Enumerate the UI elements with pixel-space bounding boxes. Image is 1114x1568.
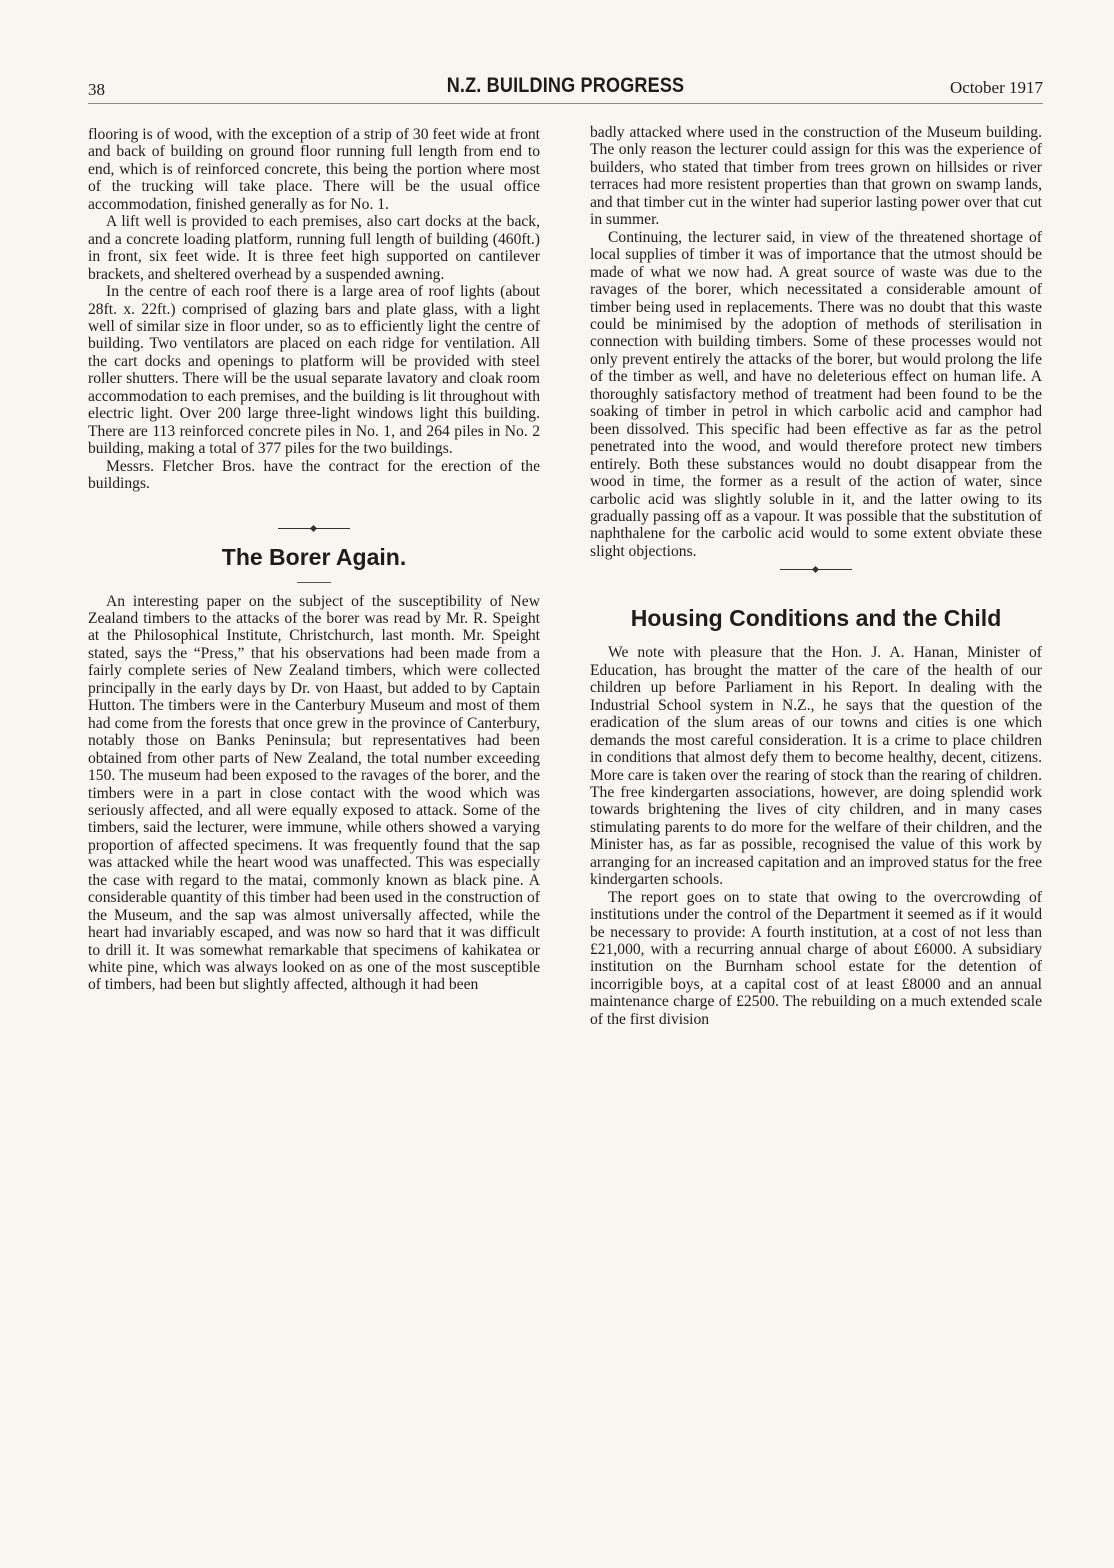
body-paragraph: Messrs. Fletcher Bros. have the contract for the erection of the buildings. [88, 457, 540, 493]
body-paragraph: An interesting paper on the subject of the susceptibility of New Zealand timbers to the attacks of the borer was read by Mr. R. Speight at the Philosophical Institute, Christchurch, last month. Mr. Speight stated, says the “Press,” that his observations had been made from a fairly complete series of New Zealand timbers, which were collected principally in the early days by Dr. von Haast, but added to by Captain Hutton. The timbers were in the Canterbury Museum and most of them had come from the forests that once grew in the province of Canterbury, notably those on Banks Peninsula; but representatives had been obtained from other parts of New Zealand, the total number exceeding 150. The museum had been exposed to the ravages of the borer, and the timbers were in a part in close contact with the wood which was seriously affected, and all were equally exposed to attack. Some of the timbers, said the lecturer, were immune, while others showed a varying proportion of affected specimens. It was frequently found that the sap was attacked while the heart wood was unaffected. This was especially the case with regard to the matai, commonly known as black pine. A considerable quantity of this timber had been used in the construction of the Museum, and the sap was almost universally affected, while the heart had invariably escaped, and was now so hard that it was difficult to drill it. It was somewhat remarkable that specimens of kahikatea or white pine, which was always looked on as one of the most susceptible of timbers, had been but slightly affected, although it had been [88, 592, 540, 994]
page-number: 38 [88, 80, 105, 99]
article-heading-borer: The Borer Again. [221, 543, 407, 570]
header-rule [88, 103, 1043, 104]
body-paragraph: Continuing, the lecturer said, in view of the threatened shortage of local supplies of timber it was of importance that the utmost should be made of what we now had. A great source of waste was due to the ravages of the borer, which necessitated a considerable amount of timber being used in replacements. There was no doubt that this waste could be minimised by the adoption of methods of sterilisation in connection with building timbers. Some of these processes would not only prevent entirely the attacks of the borer, but would prolong the life of the timber as well, and have no deleterious effect on human life. A thoroughly satisfactory method of treatment had been found to be the soaking of timber in petrol in which carbolic acid and camphor had been dissolved. This specific had been effective as far as the petrol penetrated into the wood, and would therefore protect new timbers entirely. Both these substances would no doubt disappear from the wood in time, the former as a result of the action of water, since carbolic acid was slightly soluble in it, and the latter owing to its gradually passing off as a vapour. It was possible that the substitution of naphthalene for the carbolic acid would to some extent obviate these slight objections. [590, 228, 1042, 560]
body-paragraph: badly attacked where used in the construction of the Museum building. The only reason the lecturer could assign for this was the experience of builders, who stated that timber from trees grown on hillsides or river terraces had more resistent properties than that grown on swamp lands, and that timber cut in the winter had superior lasting power over that cut in summer. [590, 124, 1042, 229]
body-paragraph: In the centre of each roof there is a large area of roof lights (about 28ft. x. 22ft.) comprised of glazing bars and plate glass, with a light well of similar size in floor under, so as to efficiently light the centre of building. Two ventilators are placed on each ridge for ventilation. All the cart docks and openings to platform will be provided with steel roller shutters. There will be the usual separate lavatory and cloak room accommodation to each premises, and the building is lit throughout with electric light. Over 200 large three-light windows light this building. There are 113 reinforced concrete piles in No. 1, and 264 piles in No. 2 building, making a total of 377 piles for the two buildings. [88, 283, 540, 458]
issue-date: October 1917 [949, 78, 1043, 97]
ornamental-divider [278, 521, 350, 535]
body-paragraph: A lift well is provided to each premises, also cart docks at the back, and a concrete loading platform, running full length of building (460ft.) in front, six feet wide. It is three feet high supported on cantilever brackets, and sheltered overhead by a suspended awning. [88, 213, 540, 283]
body-paragraph: We note with pleasure that the Hon. J. A. Hanan, Minister of Education, has brought the matter of the care of the health of our children up before Parliament in his Report. In dealing with the Industrial School system in N.Z., he says that the question of the eradication of the slum areas of our towns and cities is one which demands the most careful consideration. It is a crime to place children in conditions that almost defy them to become healthy, decent, citizens. More care is taken over the rearing of stock than the rearing of children. The free kindergarten associations, however, are doing splendid work towards brightening the lives of city children, and in many cases stimulating parents to do more for the welfare of their children, and the Minister has, as far as possible, recognised the value of this work by arranging for an increased capitation and an improved status for the free kindergarten schools. [590, 644, 1042, 889]
body-paragraph: flooring is of wood, with the exception of a strip of 30 feet wide at front and back of building on ground floor running full length from end to end, which is of reinforced concrete, this being the portion where most of the trucking will take place. There will be the usual office accommodation, finished generally as for No. 1. [88, 126, 540, 213]
journal-title: N.Z. BUILDING PROGRESS [446, 74, 685, 97]
article-heading-housing: Housing Conditions and the Child [630, 605, 1002, 632]
right-column [590, 124, 1042, 1028]
page-header [88, 74, 1043, 104]
ornamental-divider [780, 562, 852, 576]
body-paragraph: The report goes on to state that owing to the overcrowding of institutions under the control of the Department it seemed as if it would be necessary to provide: A fourth institution, at a cost of not less than £21,000, with a recurring annual charge of about £6000. A subsidiary institution on the Burnham school estate for the detention of incorrigible boys, at a capital cost of at least £8000 and an annual maintenance charge of £2500. The rebuilding on a much extended scale of the first division [590, 888, 1042, 1028]
left-column [88, 126, 540, 994]
